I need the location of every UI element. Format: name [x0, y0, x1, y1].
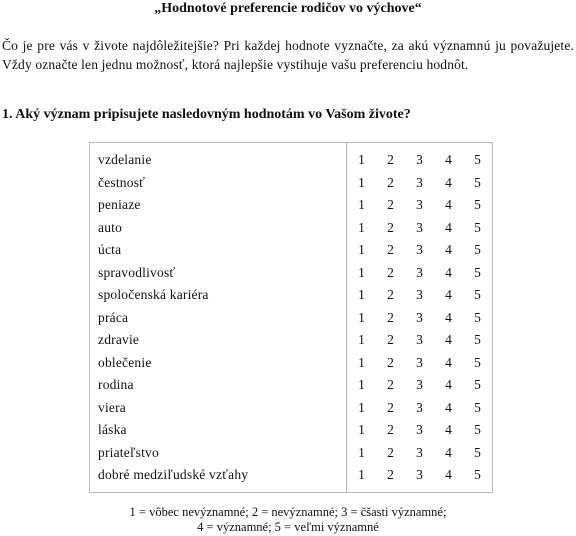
rating-option-5[interactable]: 5 — [474, 242, 481, 258]
rating-option-5[interactable]: 5 — [474, 174, 481, 190]
rating-option-4[interactable]: 4 — [445, 399, 452, 415]
value-item-label: úcta — [90, 239, 347, 262]
rating-option-2[interactable]: 2 — [387, 332, 394, 348]
rating-option-5[interactable]: 5 — [474, 422, 481, 438]
rating-option-3[interactable]: 3 — [416, 174, 423, 190]
value-item-label: zdravie — [90, 329, 347, 352]
values-table-body — [90, 143, 493, 493]
value-item-label: peniaze — [90, 194, 347, 217]
table-row — [90, 464, 493, 492]
rating-option-1[interactable]: 1 — [358, 174, 365, 190]
rating-option-3[interactable]: 3 — [416, 377, 423, 393]
rating-option-2[interactable]: 2 — [387, 287, 394, 303]
rating-option-2[interactable]: 2 — [387, 422, 394, 438]
legend-line-1: 1 = vôbec nevýznamné; 2 = nevýznamné; 3 = čšasti významné; — [129, 505, 447, 519]
rating-option-3[interactable]: 3 — [416, 264, 423, 280]
rating-option-2[interactable]: 2 — [387, 444, 394, 460]
rating-option-2[interactable]: 2 — [387, 219, 394, 235]
rating-option-1[interactable]: 1 — [358, 152, 365, 168]
value-item-label: spravodlivosť — [90, 262, 347, 285]
rating-option-2[interactable]: 2 — [387, 152, 394, 168]
question-heading: 1. Aký význam pripisujete nasledovným hodnotám vo Vašom živote? — [2, 107, 411, 122]
value-item-label: čestnosť — [90, 172, 347, 195]
rating-option-3[interactable]: 3 — [416, 219, 423, 235]
table-row — [90, 239, 493, 262]
rating-option-1[interactable]: 1 — [358, 377, 365, 393]
rating-option-2[interactable]: 2 — [387, 174, 394, 190]
rating-option-3[interactable]: 3 — [416, 332, 423, 348]
rating-option-4[interactable]: 4 — [445, 264, 452, 280]
value-item-label: vzdelanie — [90, 143, 347, 172]
value-item-label: dobré medziľudské vzťahy — [90, 464, 347, 492]
rating-option-4[interactable]: 4 — [445, 242, 452, 258]
values-rating-table — [89, 142, 493, 493]
table-row — [90, 442, 493, 465]
rating-option-2[interactable]: 2 — [387, 197, 394, 213]
table-row — [90, 307, 493, 330]
rating-option-2[interactable]: 2 — [387, 354, 394, 370]
table-row — [90, 352, 493, 375]
rating-option-1[interactable]: 1 — [358, 332, 365, 348]
rating-option-1[interactable]: 1 — [358, 467, 365, 483]
table-row — [90, 262, 493, 285]
rating-option-4[interactable]: 4 — [445, 152, 452, 168]
rating-option-4[interactable]: 4 — [445, 444, 452, 460]
rating-option-2[interactable]: 2 — [387, 264, 394, 280]
rating-option-3[interactable]: 3 — [416, 287, 423, 303]
rating-option-1[interactable]: 1 — [358, 197, 365, 213]
rating-option-5[interactable]: 5 — [474, 444, 481, 460]
rating-option-2[interactable]: 2 — [387, 467, 394, 483]
value-item-label: rodina — [90, 374, 347, 397]
table-row — [90, 143, 493, 172]
rating-option-5[interactable]: 5 — [474, 219, 481, 235]
rating-option-4[interactable]: 4 — [445, 332, 452, 348]
rating-option-1[interactable]: 1 — [358, 242, 365, 258]
table-row — [90, 419, 493, 442]
value-item-label: spoločenská kariéra — [90, 284, 347, 307]
value-item-label: viera — [90, 397, 347, 420]
rating-option-5[interactable]: 5 — [474, 354, 481, 370]
intro-paragraph: Čo je pre vás v živote najdôležitejšie? Pri každej hodnote vyznačte, za akú významnú ju považujete. Vždy označte len jednu možnosť, ktorá najlepšie vystihuje vašu preferenciu hodnôt. — [2, 38, 574, 72]
rating-option-5[interactable]: 5 — [474, 467, 481, 483]
rating-option-3[interactable]: 3 — [416, 444, 423, 460]
rating-option-4[interactable]: 4 — [445, 377, 452, 393]
rating-option-5[interactable]: 5 — [474, 309, 481, 325]
rating-option-2[interactable]: 2 — [387, 309, 394, 325]
rating-option-4[interactable]: 4 — [445, 174, 452, 190]
rating-option-5[interactable]: 5 — [474, 377, 481, 393]
rating-option-3[interactable]: 3 — [416, 399, 423, 415]
rating-option-4[interactable]: 4 — [445, 422, 452, 438]
value-item-label: oblečenie — [90, 352, 347, 375]
table-row — [90, 172, 493, 195]
rating-option-5[interactable]: 5 — [474, 152, 481, 168]
value-item-label: práca — [90, 307, 347, 330]
rating-option-1[interactable]: 1 — [358, 422, 365, 438]
rating-option-3[interactable]: 3 — [416, 242, 423, 258]
rating-option-5[interactable]: 5 — [474, 287, 481, 303]
rating-option-5[interactable]: 5 — [474, 264, 481, 280]
rating-option-5[interactable]: 5 — [474, 399, 481, 415]
rating-option-5[interactable]: 5 — [474, 197, 481, 213]
table-row — [90, 329, 493, 352]
table-row — [90, 284, 493, 307]
rating-option-4[interactable]: 4 — [445, 467, 452, 483]
table-row — [90, 194, 493, 217]
rating-option-3[interactable]: 3 — [416, 422, 423, 438]
rating-option-1[interactable]: 1 — [358, 399, 365, 415]
rating-option-4[interactable]: 4 — [445, 219, 452, 235]
rating-option-4[interactable]: 4 — [445, 287, 452, 303]
rating-option-5[interactable]: 5 — [474, 332, 481, 348]
rating-option-4[interactable]: 4 — [445, 197, 452, 213]
rating-option-1[interactable]: 1 — [358, 309, 365, 325]
rating-option-3[interactable]: 3 — [416, 467, 423, 483]
rating-option-3[interactable]: 3 — [416, 309, 423, 325]
scale-legend — [0, 505, 576, 535]
rating-option-1[interactable]: 1 — [358, 287, 365, 303]
rating-option-1[interactable]: 1 — [358, 354, 365, 370]
rating-option-3[interactable]: 3 — [416, 354, 423, 370]
rating-option-3[interactable]: 3 — [416, 152, 423, 168]
legend-line-2: 4 = významné; 5 = veľmi významné — [197, 520, 379, 534]
value-item-label: priateľstvo — [90, 442, 347, 465]
rating-option-2[interactable]: 2 — [387, 377, 394, 393]
rating-option-1[interactable]: 1 — [358, 444, 365, 460]
rating-option-2[interactable]: 2 — [387, 242, 394, 258]
table-row — [90, 397, 493, 420]
document-title: „Hodnotové preferencie rodičov vo výchove“ — [154, 1, 422, 16]
value-item-label: láska — [90, 419, 347, 442]
rating-option-1[interactable]: 1 — [358, 219, 365, 235]
table-row — [90, 374, 493, 397]
rating-option-4[interactable]: 4 — [445, 354, 452, 370]
table-row — [90, 217, 493, 240]
rating-option-3[interactable]: 3 — [416, 197, 423, 213]
rating-option-1[interactable]: 1 — [358, 264, 365, 280]
rating-option-4[interactable]: 4 — [445, 309, 452, 325]
rating-option-2[interactable]: 2 — [387, 399, 394, 415]
value-item-label: auto — [90, 217, 347, 240]
